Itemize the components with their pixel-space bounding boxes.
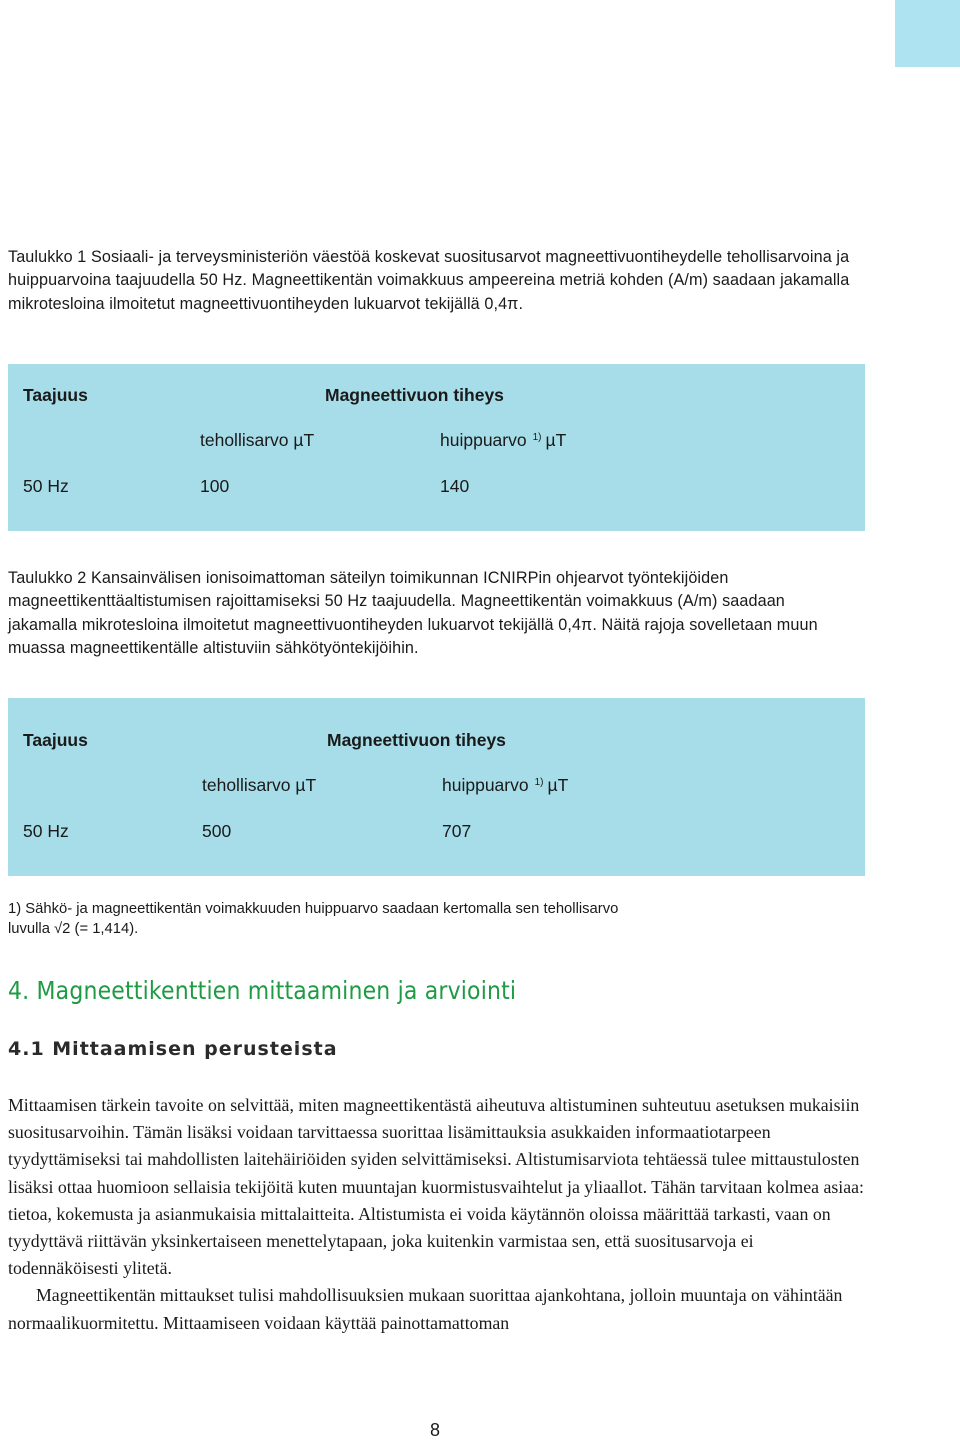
subsection-title: 4.1 Mittaamisen perusteista — [8, 1038, 338, 1060]
table1-subheader-peak — [440, 430, 566, 451]
table2-subheader-rms: tehollisarvo µT — [202, 775, 317, 795]
table1-caption: Taulukko 1 Sosiaali- ja terveysministeriön väestöä koskevat suositusarvot magneettivuontiheydelle tehollisarvoina ja huippuarvoina taajuudella 50 Hz. Magneettikentän voimakkuus ampeereina metriä kohden (A/m) saadaan jakamalla mikrotesloina ilmoitetut magneettivuontiheyden lukuarvot tekijällä 0,4π. — [8, 248, 850, 313]
table1-cell-frequency: 50 Hz — [23, 476, 69, 496]
paragraph-2: Magneettikentän mittaukset tulisi mahdollisuuksien mukaan suorittaa ajankohtana, jolloin muuntaja on vähintään normaalikuormitettu. Mittaamiseen voidaan käyttää painottamattoman — [8, 1285, 843, 1333]
section-title: 4. Magneettikenttien mittaaminen ja arviointi — [8, 976, 517, 1005]
page-number: 8 — [430, 1420, 441, 1440]
table2-subheader-peak-unit: µT — [547, 775, 569, 795]
body-text — [8, 1092, 868, 1337]
table2-header-flux-density: Magneettivuon tiheys — [327, 730, 506, 750]
table1 — [8, 364, 865, 531]
table2 — [8, 698, 865, 876]
table2-cell-frequency: 50 Hz — [23, 821, 69, 841]
corner-tab-decoration — [895, 0, 960, 67]
footnote-line-1: 1) Sähkö- ja magneettikentän voimakkuuden huippuarvo saadaan kertomalla sen tehollisarvo — [8, 901, 619, 917]
table1-cell-rms: 100 — [200, 476, 230, 496]
table2-subheader-peak — [442, 775, 568, 796]
table1-footnote-ref: 1) — [532, 432, 542, 443]
table1-header-frequency: Taajuus — [23, 385, 88, 405]
footnote — [8, 899, 808, 939]
table2-caption: Taulukko 2 Kansainvälisen ionisoimattoman säteilyn toimikunnan ICNIRPin ohjearvot työntekijöiden magneettikenttäaltistumisen rajoittamiseksi 50 Hz taajuudella. Magneettikentän voimakkuus (A/m) saadaan jakamalla mikrotesloina ilmoitetut magneettivuontiheyden lukuarvot tekijällä 0,4π. Näitä rajoja sovelletaan muun muassa magneettikentälle altistuviin sähkötyöntekijöihin. — [8, 569, 818, 657]
table1-header-flux-density: Magneettivuon tiheys — [325, 385, 504, 405]
table1-cell-peak: 140 — [440, 476, 470, 496]
paragraph-1: Mittaamisen tärkein tavoite on selvittää, miten magneettikentästä aiheutuva altistuminen suhteutuu asetuksen mukaisiin suositusarvoihin. Tämän lisäksi voidaan tarvittaessa suorittaa lisämittauksia asukkaiden informaatiotarpeen tyydyttämiseksi tai mahdollisten laitehäiriöiden syiden selvittämiseksi. Altistumisarviota tehtäessä tulee mittaustulosten lisäksi ottaa huomioon sellaisia tekijöitä kuten muuntajan kuormistusvaihtelut ja yliaallot. Tähän tarvitaan kolmea asiaa: tietoa, kokemusta ja asianmukaisia mittalaitteita. Altistumista ei voida käytännön oloissa määrittää tarkasti, vaan on tyydyttävä riittävän yksinkertaiseen menettelytapaan, joka kuitenkin varmistaa sen, että suositusarvoja ei todennäköisesti ylitetä. — [8, 1095, 864, 1279]
table1-subheader-rms: tehollisarvo µT — [200, 430, 315, 450]
footnote-line-2: luvulla √2 (= 1,414). — [8, 921, 139, 937]
table2-header-frequency: Taajuus — [23, 730, 88, 750]
table1-subheader-peak-unit: µT — [545, 430, 567, 450]
table2-cell-rms: 500 — [202, 821, 232, 841]
table2-footnote-ref: 1) — [534, 777, 544, 788]
table2-cell-peak: 707 — [442, 821, 472, 841]
table1-subheader-peak-label: huippuarvo — [440, 430, 527, 450]
table2-subheader-peak-label: huippuarvo — [442, 775, 529, 795]
